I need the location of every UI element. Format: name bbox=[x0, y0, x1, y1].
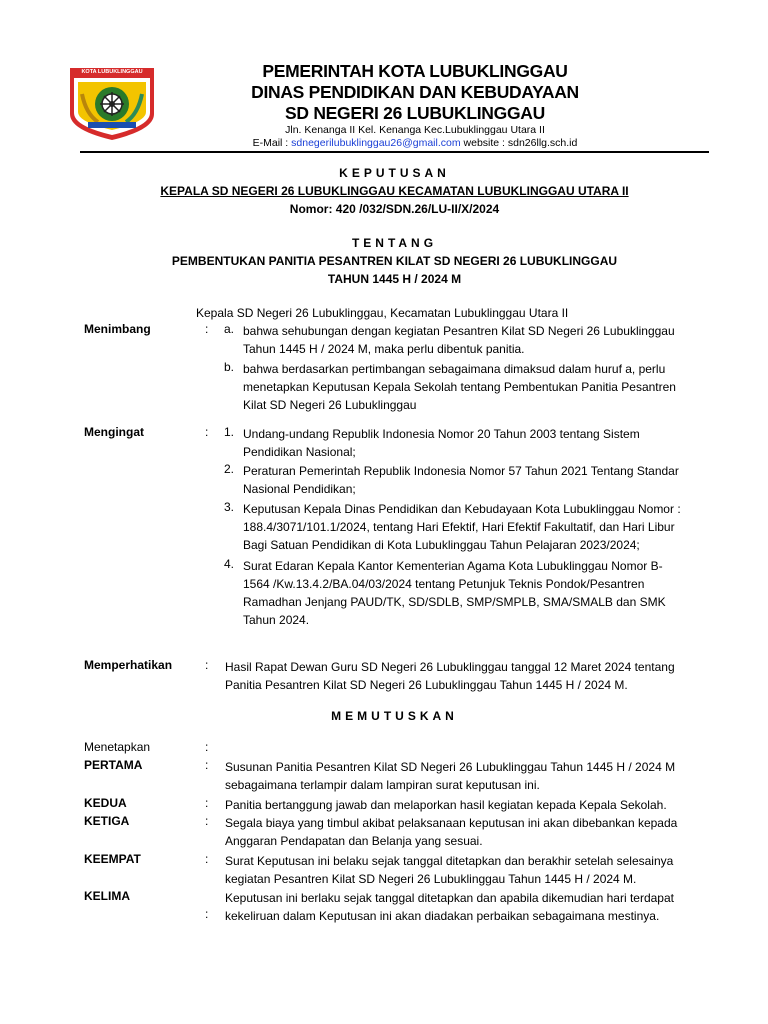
mengingat-colon: : bbox=[205, 425, 209, 439]
topic-line-2: TAHUN 1445 H / 2024 M bbox=[327, 272, 462, 286]
text-line: Peraturan Pemerintah Republik Indonesia Nomor 57 Tahun 2021 Tentang Standar bbox=[243, 464, 679, 478]
decision-colon: : bbox=[205, 758, 209, 772]
text-line: Hasil Rapat Dewan Guru SD Negeri 26 Lubuklinggau tanggal 12 Maret 2024 tentang bbox=[225, 660, 675, 674]
text-line: Anggaran Pendapatan dan Belanja yang sesuai. bbox=[225, 834, 483, 848]
text-line: Ramadhan Jenjang PAUD/TK, SD/SDLB, SMP/SMPLB, SMA/SMALB dan SMK bbox=[243, 595, 666, 609]
memperhatikan-text bbox=[225, 658, 709, 694]
website-value: sdn26llg.sch.id bbox=[507, 137, 578, 149]
decision-colon: : bbox=[205, 852, 209, 866]
decision-colon: : bbox=[205, 796, 209, 810]
mengingat-marker-2: 2. bbox=[224, 462, 235, 476]
decision-text-kedua bbox=[225, 796, 709, 814]
email-label: E-Mail : bbox=[252, 137, 289, 149]
email-link[interactable]: sdnegerilubuklinggau26@gmail.com bbox=[291, 137, 461, 149]
menimbang-item-a bbox=[243, 322, 709, 358]
text-line: Keputusan ini berlaku sejak tanggal ditetapkan dan apabila dikemudian hari terdapat bbox=[225, 891, 674, 905]
text-line: Panitia bertanggung jawab dan melaporkan hasil kegiatan kepada Kepala Sekolah. bbox=[225, 798, 667, 812]
decision-text-pertama bbox=[225, 758, 709, 794]
menimbang-colon: : bbox=[205, 322, 209, 336]
logo-banner-text: KOTA LUBUKLINGGAU bbox=[81, 69, 143, 75]
decision-colon: : bbox=[205, 814, 209, 828]
memperhatikan-label: Memperhatikan bbox=[84, 658, 173, 672]
decision-label-pertama: PERTAMA bbox=[84, 758, 143, 772]
mengingat-item-4 bbox=[243, 557, 709, 629]
text-line: bahwa berdasarkan pertimbangan sebagaimana dimaksud dalam huruf a, perlu bbox=[243, 362, 666, 376]
mengingat-item-3 bbox=[243, 500, 709, 554]
header-government: PEMERINTAH KOTA LUBUKLINGGAU bbox=[262, 61, 568, 81]
tentang-heading: TENTANG bbox=[351, 236, 438, 250]
menimbang-item-b bbox=[243, 360, 709, 414]
memutuskan-heading: MEMUTUSKAN bbox=[331, 709, 458, 723]
text-line: Surat Edaran Kepala Kantor Kementerian Agama Kota Lubuklinggau Nomor B- bbox=[243, 559, 663, 573]
text-line: Panitia Pesantren Kilat SD Negeri 26 Lubuklinggau Tahun 1445 H / 2024 M. bbox=[225, 678, 628, 692]
decision-label-kelima: KELIMA bbox=[84, 889, 130, 903]
menimbang-label: Menimbang bbox=[84, 322, 151, 336]
mengingat-marker-3: 3. bbox=[224, 500, 235, 514]
text-line: Tahun 2024. bbox=[243, 613, 310, 627]
decree-number: Nomor: 420 /032/SDN.26/LU-II/X/2024 bbox=[289, 202, 500, 216]
text-line: menetapkan Keputusan Kepala Sekolah tentang Pembentukan Panitia Pesantren bbox=[243, 380, 676, 394]
decree-subtitle: KEPALA SD NEGERI 26 LUBUKLINGGAU KECAMATAN LUBUKLINGGAU UTARA II bbox=[160, 184, 629, 198]
text-line: kekeliruan dalam Keputusan ini akan diadakan perbaikan sebagaimana mestinya. bbox=[225, 909, 660, 923]
text-line: Bagi Satuan Pendidikan di Kota Lubuklinggau Tahun Pelajaran 2023/2024; bbox=[243, 538, 640, 552]
text-line: Undang-undang Republik Indonesia Nomor 20 Tahun 2003 tentang Sistem bbox=[243, 427, 640, 441]
topic-line-1: PEMBENTUKAN PANITIA PESANTREN KILAT SD NEGERI 26 LUBUKLINGGAU bbox=[171, 254, 618, 268]
header-address: Jln. Kenanga II Kel. Kenanga Kec.Lubuklinggau Utara II bbox=[285, 124, 545, 136]
header-school: SD NEGERI 26 LUBUKLINGGAU bbox=[285, 103, 545, 123]
menimbang-marker-b: b. bbox=[224, 360, 235, 374]
text-line: Segala biaya yang timbul akibat pelaksanaan keputusan ini akan dibebankan kepada bbox=[225, 816, 678, 830]
text-line: Nasional Pendidikan; bbox=[243, 482, 356, 496]
text-line: 1564 /Kw.13.4.2/BA.04/03/2024 tentang Petunjuk Teknis Pondok/Pesantren bbox=[243, 577, 645, 591]
city-logo bbox=[66, 64, 158, 142]
decision-label-keempat: KEEMPAT bbox=[84, 852, 141, 866]
decision-label-kedua: KEDUA bbox=[84, 796, 127, 810]
text-line: Pendidikan Nasional; bbox=[243, 445, 356, 459]
menimbang-marker-a: a. bbox=[224, 322, 235, 336]
mengingat-item-2 bbox=[243, 462, 709, 498]
text-line: Keputusan Kepala Dinas Pendidikan dan Kebudayaan Kota Lubuklinggau Nomor : bbox=[243, 502, 681, 516]
memperhatikan-colon: : bbox=[205, 658, 209, 672]
text-line: 188.4/3071/101.1/2024, tentang Hari Efektif, Hari Efektif Fakultatif, dan Hari Libur bbox=[243, 520, 675, 534]
text-line: Tahun 1445 H / 2024 M, maka perlu dibentuk panitia. bbox=[243, 342, 525, 356]
menetapkan-label: Menetapkan bbox=[84, 740, 151, 754]
decree-title: KEPUTUSAN bbox=[339, 166, 450, 180]
mengingat-marker-1: 1. bbox=[224, 425, 235, 439]
mengingat-marker-4: 4. bbox=[224, 557, 235, 571]
menetapkan-colon: : bbox=[205, 740, 209, 754]
mengingat-label: Mengingat bbox=[84, 425, 144, 439]
header-department: DINAS PENDIDIKAN DAN KEBUDAYAAN bbox=[251, 82, 579, 102]
mengingat-item-1 bbox=[243, 425, 709, 461]
text-line: bahwa sehubungan dengan kegiatan Pesantren Kilat SD Negeri 26 Lubuklinggau bbox=[243, 324, 675, 338]
text-line: kegiatan Pesantren Kilat SD Negeri 26 Lubuklinggau Tahun 1445 H / 2024 M. bbox=[225, 872, 637, 886]
decision-label-ketiga: KETIGA bbox=[84, 814, 130, 828]
text-line: Susunan Panitia Pesantren Kilat SD Negeri 26 Lubuklinggau Tahun 1445 H / 2024 M bbox=[225, 760, 676, 774]
header-contact bbox=[200, 137, 630, 150]
intro-text: Kepala SD Negeri 26 Lubuklinggau, Kecamatan Lubuklinggau Utara II bbox=[196, 306, 569, 320]
decision-text-kelima bbox=[225, 889, 709, 925]
text-line: sebagaimana terlampir dalam lampiran surat keputusan ini. bbox=[225, 778, 540, 792]
text-line: Kilat SD Negeri 26 Lubuklinggau bbox=[243, 398, 417, 412]
decision-colon: : bbox=[205, 907, 209, 921]
decision-text-keempat bbox=[225, 852, 709, 888]
website-label: website : bbox=[463, 137, 505, 149]
text-line: Surat Keputusan ini belaku sejak tanggal ditetapkan dan berakhir setelah selesainya bbox=[225, 854, 674, 868]
decision-text-ketiga bbox=[225, 814, 709, 850]
header-divider bbox=[80, 151, 709, 153]
